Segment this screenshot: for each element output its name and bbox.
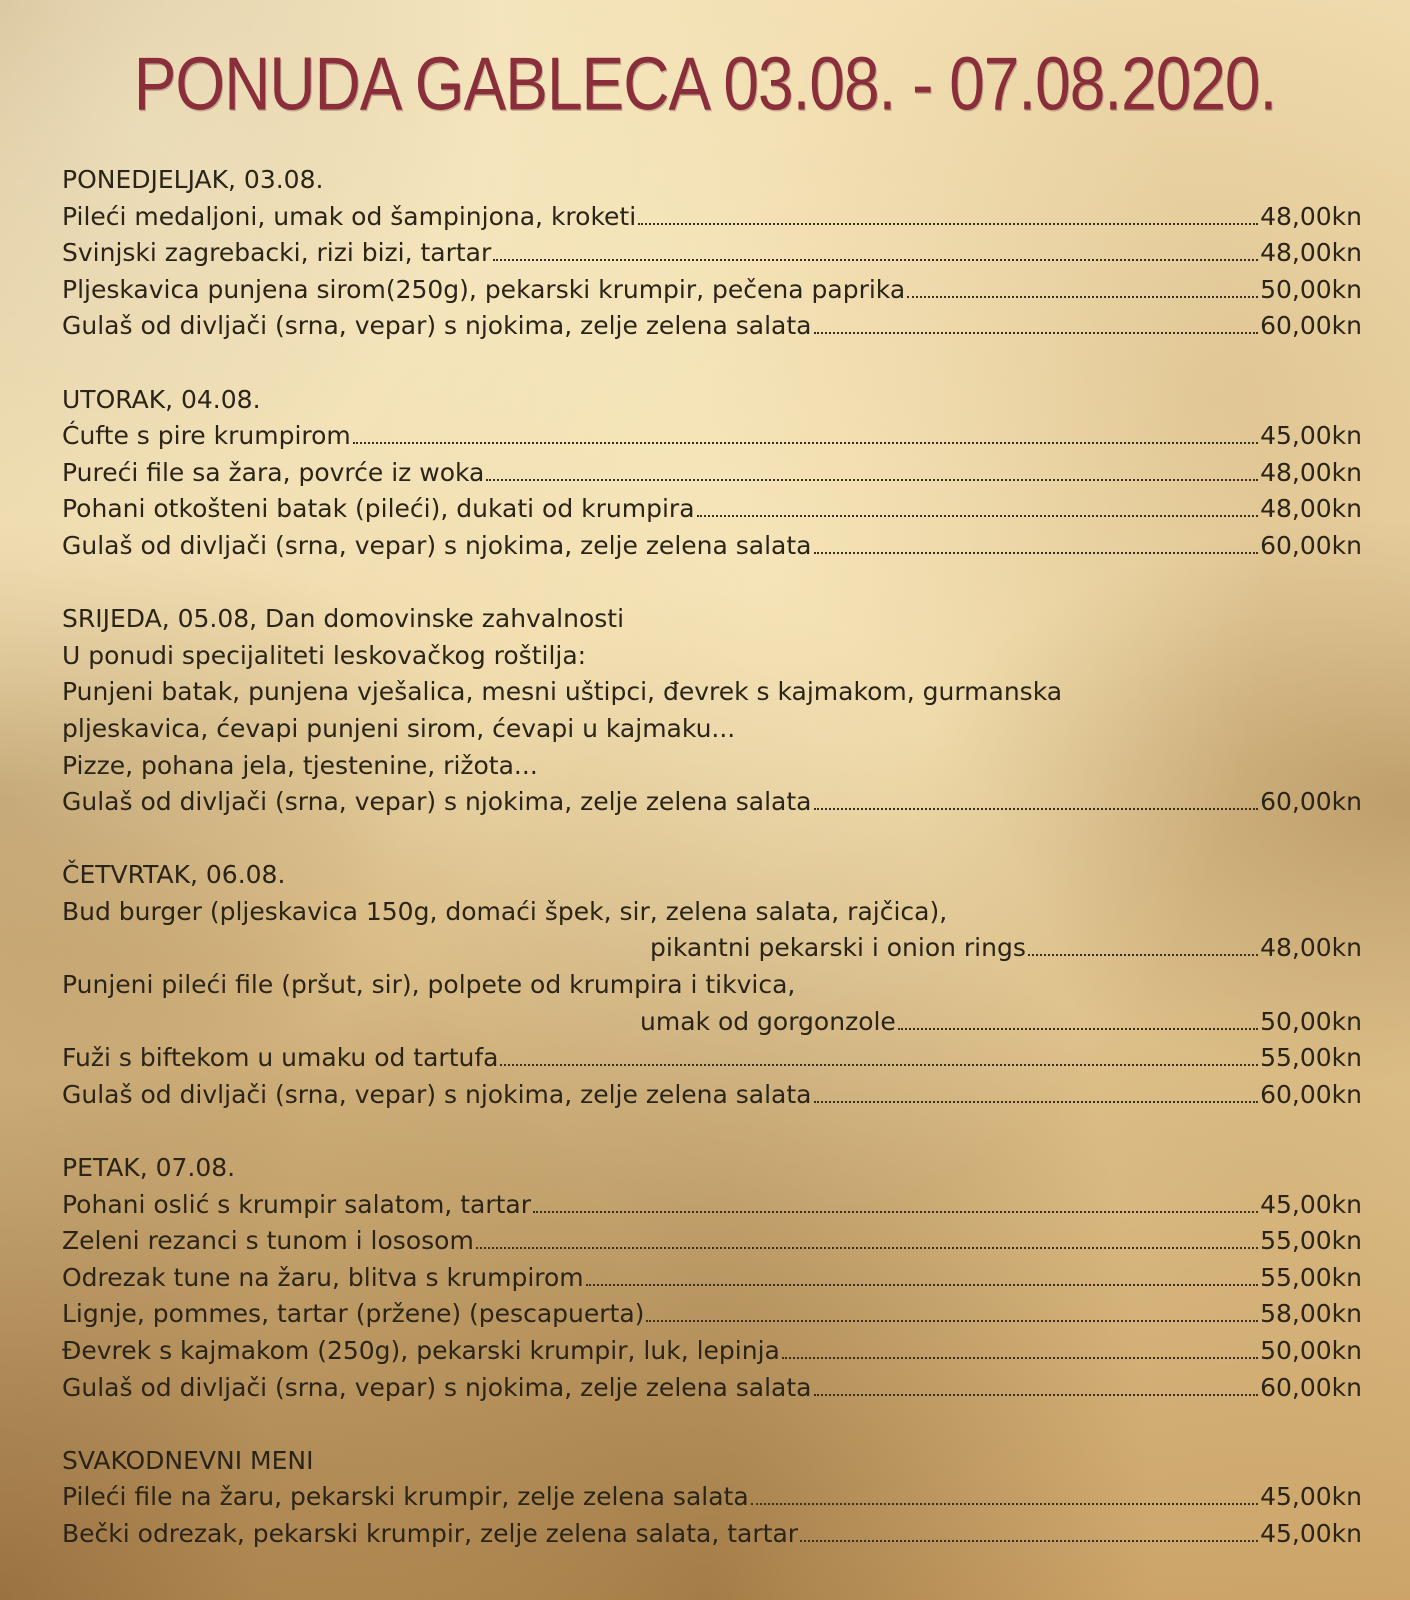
dot-leader	[907, 296, 1258, 298]
item-price: 45,00kn	[1260, 1482, 1362, 1512]
dot-leader	[814, 808, 1259, 810]
section-spacer	[62, 565, 1362, 602]
item-name: Gulaš od divljači (srna, vepar) s njokima, zelje zelena salata	[62, 1372, 812, 1402]
item-name: Pohani otkošteni batak (pileći), dukati od krumpira	[62, 494, 695, 524]
section-spacer	[62, 1406, 1362, 1443]
item-price: 60,00kn	[1260, 787, 1362, 817]
menu-item	[62, 1223, 1362, 1260]
item-price: 50,00kn	[1260, 1336, 1362, 1365]
item-price: 45,00kn	[1260, 1518, 1362, 1548]
dot-leader	[814, 332, 1259, 334]
dot-leader	[697, 515, 1259, 517]
dot-leader	[476, 1247, 1258, 1249]
dot-leader	[1028, 954, 1258, 956]
dot-leader	[800, 1540, 1258, 1542]
item-name: Gulaš od divljači (srna, vepar) s njokima, zelje zelena salata	[62, 787, 812, 817]
special-offer-line: U ponudi specijaliteti leskovačkog roštilja:	[62, 640, 587, 670]
item-price: 55,00kn	[1260, 1043, 1362, 1073]
menu-item	[62, 199, 1362, 236]
item-price: 55,00kn	[1260, 1262, 1362, 1292]
dot-leader	[814, 552, 1259, 554]
item-price: 60,00kn	[1260, 1079, 1362, 1109]
item-price: 50,00kn	[1260, 274, 1362, 304]
item-price: 48,00kn	[1260, 238, 1362, 268]
dot-leader	[751, 1503, 1258, 1505]
item-price: 48,00kn	[1260, 201, 1362, 231]
menu-item	[62, 235, 1362, 272]
dot-leader	[782, 1357, 1258, 1359]
menu-item	[62, 272, 1362, 309]
menu-item	[62, 491, 1362, 528]
item-name: Pileći file na žaru, pekarski krumpir, zelje zelena salata	[62, 1482, 749, 1512]
menu-item	[62, 1260, 1362, 1297]
menu-item	[62, 784, 1362, 821]
item-name-continuation: pikantni pekarski i onion rings	[650, 933, 1026, 963]
menu-item	[62, 1516, 1362, 1553]
item-name: Fuži s biftekom u umaku od tartufa	[62, 1043, 499, 1073]
menu-item	[62, 1370, 1362, 1407]
item-price: 45,00kn	[1260, 1189, 1362, 1219]
menu-item	[62, 1077, 1362, 1114]
menu-item	[62, 455, 1362, 492]
item-name: Svinjski zagrebacki, rizi bizi, tartar	[62, 238, 492, 268]
section-spacer	[62, 1113, 1362, 1150]
item-name-line: Punjeni pileći file (pršut, sir), polpete od krumpira i tikvica,	[62, 970, 796, 1000]
dot-leader	[586, 1284, 1258, 1286]
item-name-line: Bud burger (pljeskavica 150g, domaći špek, sir, zelena salata, rajčica),	[62, 896, 948, 926]
dot-leader	[500, 1064, 1258, 1066]
dot-leader	[486, 479, 1258, 481]
menu-item	[62, 308, 1362, 345]
item-name: Ćufte s pire krumpirom	[62, 421, 351, 451]
menu-item	[62, 1479, 1362, 1516]
special-offer-line: Pizze, pohana jela, tjestenine, rižota...	[62, 750, 538, 780]
item-name: Odrezak tune na žaru, blitva s krumpirom	[62, 1262, 584, 1292]
dot-leader	[353, 442, 1258, 444]
dot-leader	[493, 259, 1258, 261]
menu-item	[62, 1296, 1362, 1333]
dot-leader	[814, 1101, 1259, 1103]
item-price: 60,00kn	[1260, 1372, 1362, 1402]
day-heading-wednesday: SRIJEDA, 05.08, Dan domovinske zahvalnosti	[62, 604, 625, 634]
item-price: 48,00kn	[1260, 933, 1362, 963]
item-name: Gulaš od divljači (srna, vepar) s njokima, zelje zelena salata	[62, 530, 812, 560]
section-spacer	[62, 345, 1362, 382]
item-price: 48,00kn	[1260, 494, 1362, 524]
item-price: 48,00kn	[1260, 457, 1362, 487]
dot-leader	[533, 1211, 1258, 1213]
item-price: 45,00kn	[1260, 421, 1362, 451]
menu-item	[62, 1004, 1362, 1041]
menu-item	[62, 1333, 1362, 1370]
item-name: Gulaš od divljači (srna, vepar) s njokima, zelje zelena salata	[62, 311, 812, 341]
menu-item	[62, 1040, 1362, 1077]
dot-leader	[646, 1320, 1258, 1322]
dot-leader	[898, 1028, 1258, 1030]
item-price: 55,00kn	[1260, 1226, 1362, 1256]
item-name: Zeleni rezanci s tunom i lososom	[62, 1226, 474, 1256]
page-title: PONUDA GABLECA 03.08. - 07.08.2020.	[133, 41, 1277, 127]
special-offer-line: Punjeni batak, punjena vješalica, mesni uštipci, đevrek s kajmakom, gurmanska	[62, 677, 1063, 707]
item-name: Gulaš od divljači (srna, vepar) s njokima, zelje zelena salata	[62, 1079, 812, 1109]
day-heading-friday: PETAK, 07.08.	[62, 1153, 236, 1183]
item-name: Đevrek s kajmakom (250g), pekarski krumpir, luk, lepinja	[62, 1336, 780, 1365]
item-name: Lignje, pommes, tartar (pržene) (pescapuerta)	[62, 1299, 645, 1329]
menu-item	[62, 930, 1362, 967]
menu-item	[62, 528, 1362, 565]
item-name-continuation: umak od gorgonzole	[640, 1006, 896, 1036]
menu-list	[62, 162, 1362, 1553]
section-spacer	[62, 821, 1362, 858]
item-name: Pohani oslić s krumpir salatom, tartar	[62, 1189, 532, 1219]
dot-leader	[638, 223, 1258, 225]
menu-item	[62, 418, 1362, 455]
item-price: 60,00kn	[1260, 530, 1362, 560]
item-price: 60,00kn	[1260, 311, 1362, 341]
special-offer-line: pljeskavica, ćevapi punjeni sirom, ćevapi u kajmaku...	[62, 713, 736, 743]
item-price: 50,00kn	[1260, 1006, 1362, 1036]
item-name: Pljeskavica punjena sirom(250g), pekarski krumpir, pečena paprika	[62, 274, 906, 304]
item-price: 58,00kn	[1260, 1299, 1362, 1329]
day-heading-tuesday: UTORAK, 04.08.	[62, 384, 261, 414]
daily-menu-heading: SVAKODNEVNI MENI	[62, 1445, 314, 1475]
day-heading-monday: PONEDJELJAK, 03.08.	[62, 165, 324, 194]
item-name: Pureći file sa žara, povrće iz woka	[62, 457, 485, 487]
item-name: Pileći medaljoni, umak od šampinjona, kroketi	[62, 201, 637, 231]
item-name: Bečki odrezak, pekarski krumpir, zelje zelena salata, tartar	[62, 1518, 799, 1548]
dot-leader	[814, 1394, 1259, 1396]
menu-item	[62, 1187, 1362, 1224]
day-heading-thursday: ČETVRTAK, 06.08.	[62, 860, 286, 890]
